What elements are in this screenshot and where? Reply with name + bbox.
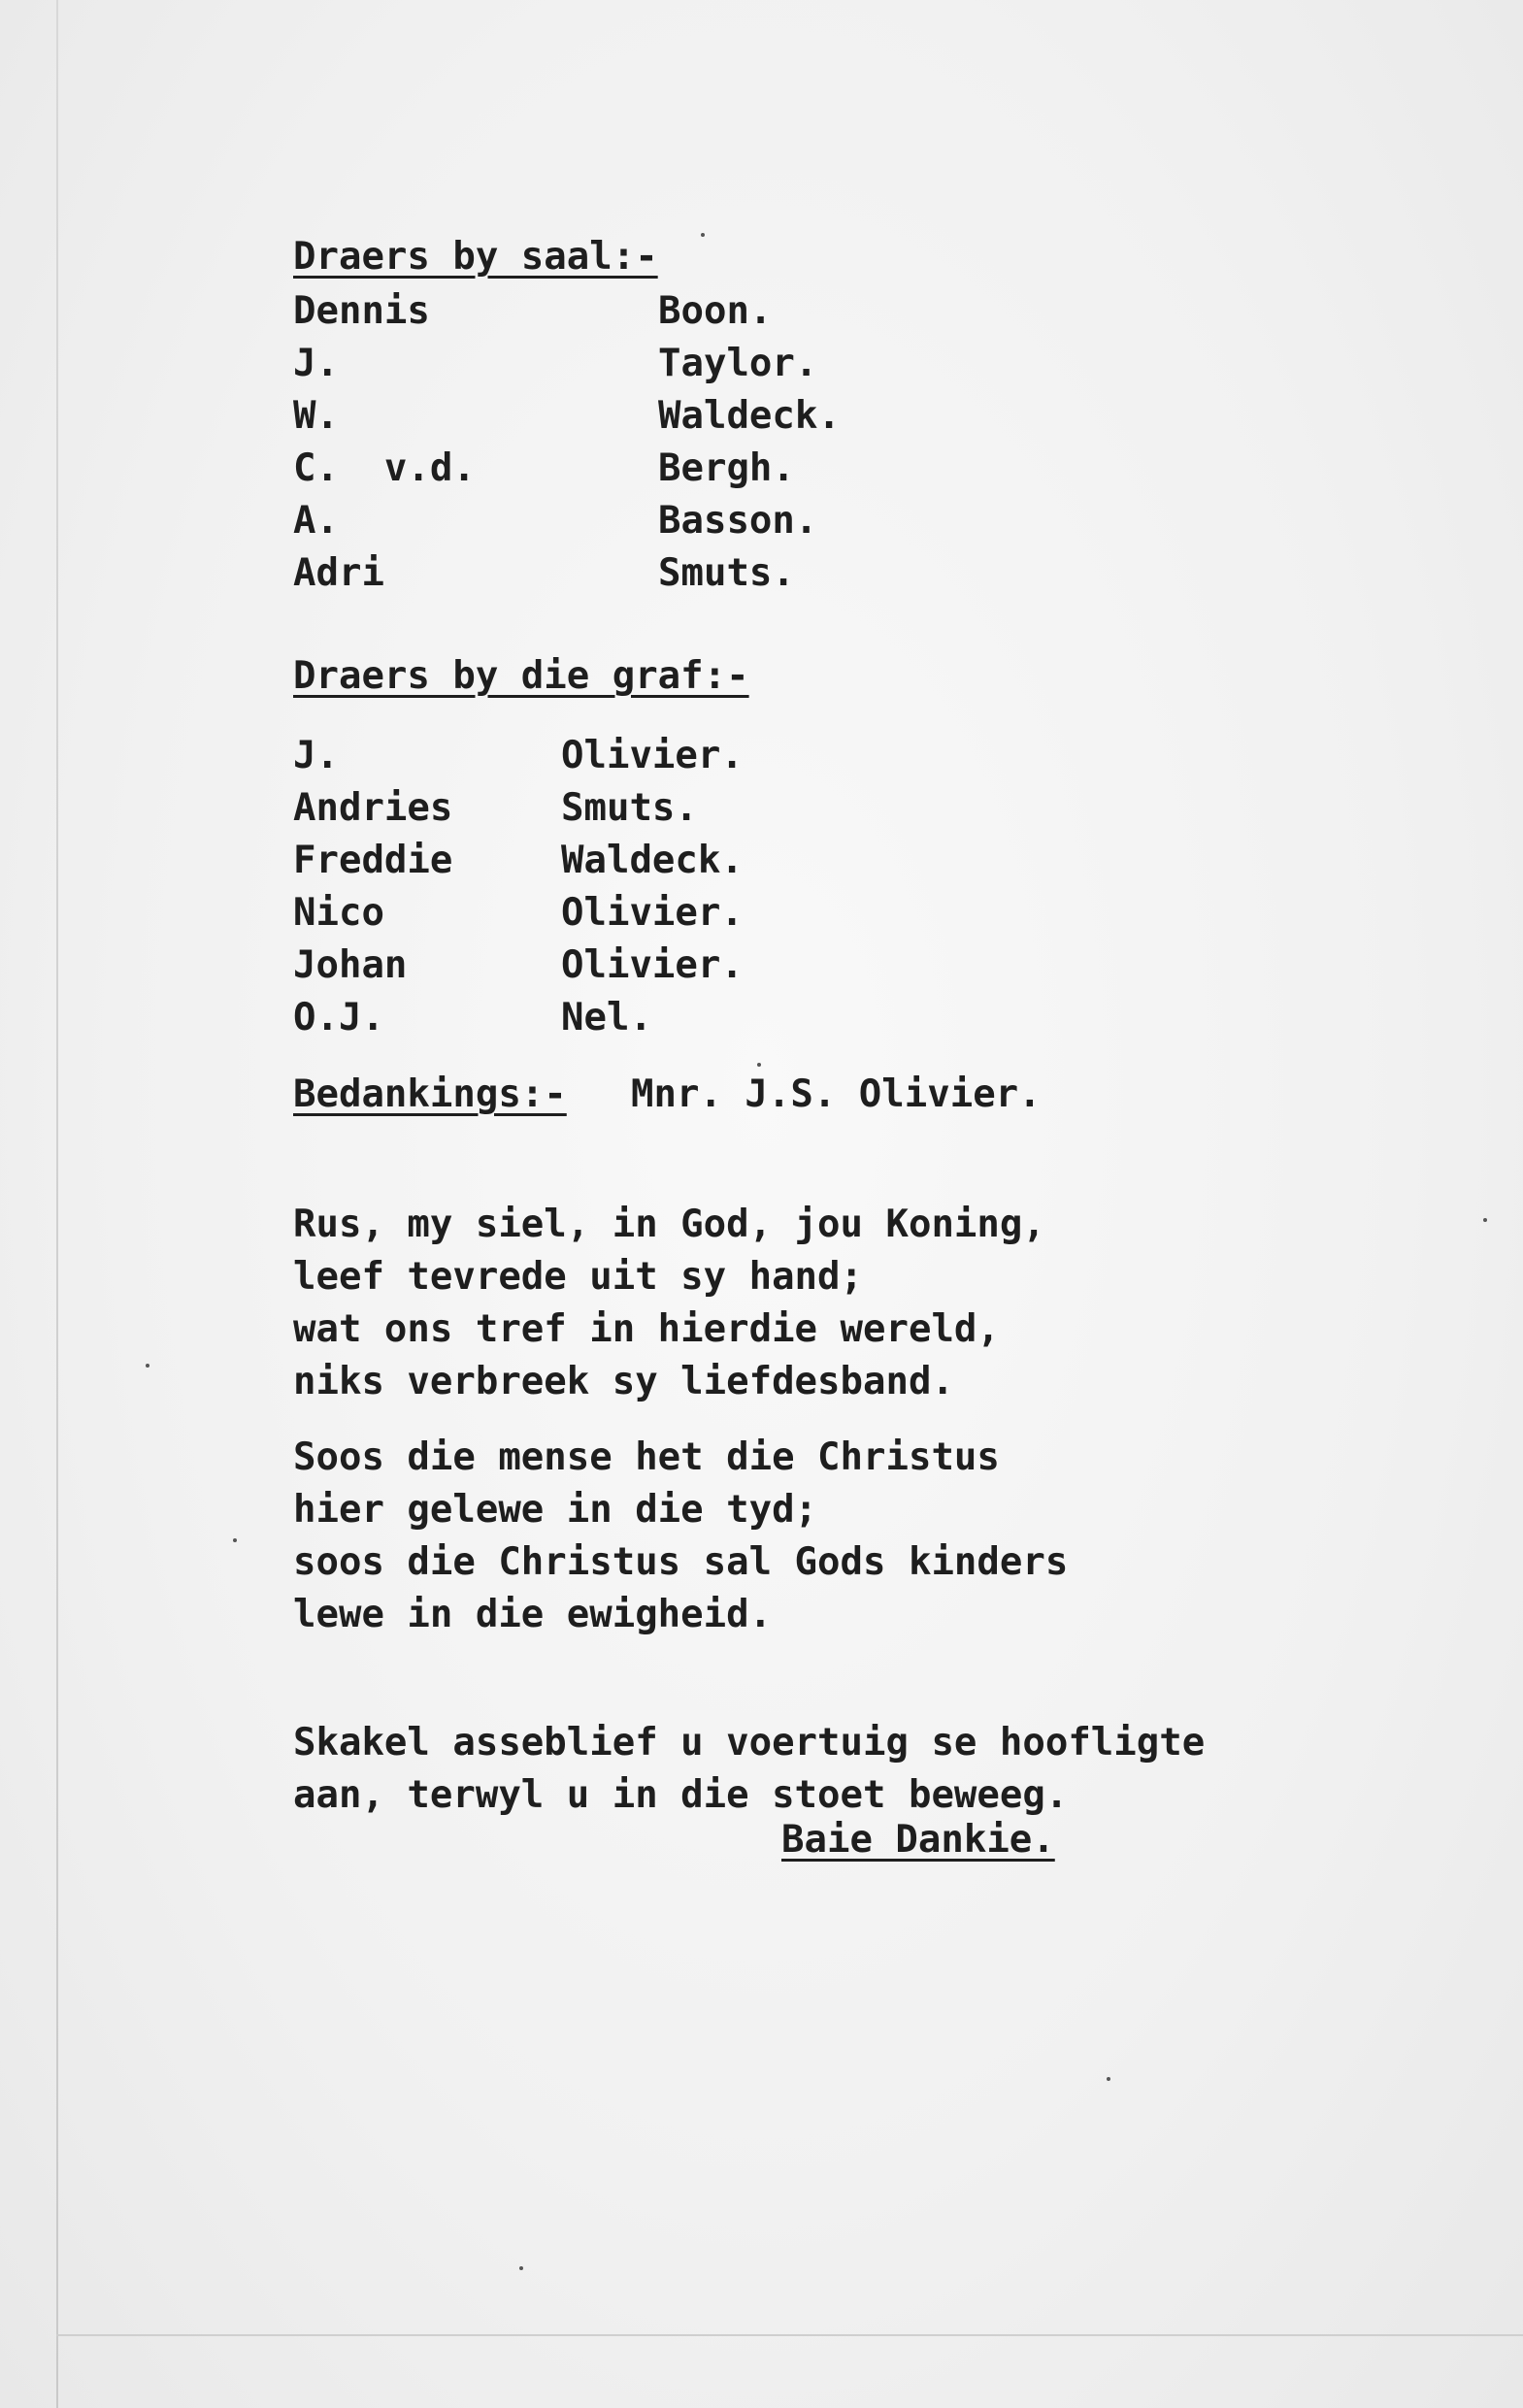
bearer-surname: Olivier. [561, 734, 744, 777]
bearer-first-name: O.J. [293, 996, 384, 1039]
verse-line: leef tevrede uit sy hand; [293, 1255, 863, 1299]
bearer-first-name: Adri [293, 551, 384, 595]
thanks-name: Mnr. J.S. Olivier. [631, 1072, 1042, 1116]
grave-bearers-heading: Draers by die graf:- [293, 654, 749, 698]
verse-line: niks verbreek sy liefdesband. [293, 1360, 954, 1403]
hall-bearer-row [293, 390, 1361, 443]
bearer-first-name: Johan [293, 943, 408, 987]
bearer-surname: Bergh. [658, 446, 795, 490]
thanks-label: Bedankings:- [293, 1072, 567, 1116]
bearer-first-name: J. [293, 734, 339, 777]
verse-line: Rus, my siel, in God, jou Koning, [293, 1203, 1045, 1246]
verse-line: Soos die mense het die Christus [293, 1435, 1000, 1479]
page-edge-left [56, 0, 58, 2408]
hall-bearers-heading: Draers by saal:- [293, 235, 658, 279]
bearer-first-name: W. [293, 394, 339, 438]
notice-line: Skakel asseblief u voertuig se hoofligte [293, 1721, 1206, 1765]
bearer-surname: Nel. [561, 996, 652, 1039]
hall-bearer-row [293, 338, 1361, 390]
verse-line: hier gelewe in die tyd; [293, 1488, 818, 1532]
grave-bearer-row [293, 730, 1361, 782]
bearer-surname: Taylor. [658, 342, 818, 385]
bearer-surname: Basson. [658, 499, 818, 543]
bearer-first-name: C. v.d. [293, 446, 476, 490]
bearer-first-name: Andries [293, 786, 453, 830]
grave-bearer-row [293, 835, 1361, 887]
bearer-first-name: A. [293, 499, 339, 543]
bearer-first-name: Nico [293, 891, 384, 935]
bearer-surname: Waldeck. [658, 394, 841, 438]
verse-line: soos die Christus sal Gods kinders [293, 1540, 1069, 1584]
bearer-surname: Olivier. [561, 943, 744, 987]
bearer-surname: Smuts. [561, 786, 698, 830]
grave-bearer-row [293, 940, 1361, 992]
grave-bearer-row [293, 887, 1361, 940]
hall-bearer-row [293, 547, 1361, 600]
bearer-surname: Waldeck. [561, 839, 744, 882]
grave-bearer-row [293, 782, 1361, 835]
notice-line: aan, terwyl u in die stoet beweeg. [293, 1773, 1069, 1817]
paper-speck [701, 233, 705, 237]
paper-speck [146, 1364, 149, 1368]
paper-speck [233, 1538, 237, 1542]
paper-speck [757, 1063, 761, 1067]
verse-line: lewe in die ewigheid. [293, 1593, 773, 1636]
paper-speck [519, 2266, 523, 2270]
bearer-first-name: J. [293, 342, 339, 385]
bearer-first-name: Freddie [293, 839, 453, 882]
hall-bearer-row [293, 495, 1361, 547]
hall-bearer-row [293, 285, 1361, 338]
bearer-surname: Smuts. [658, 551, 795, 595]
bearer-surname: Boon. [658, 289, 773, 333]
bearer-first-name: Dennis [293, 289, 430, 333]
paper-speck [1107, 2077, 1110, 2081]
page-edge-bottom [56, 2334, 1523, 2336]
paper-speck [1483, 1218, 1487, 1222]
hall-bearer-row [293, 443, 1361, 495]
signoff: Baie Dankie. [781, 1818, 1055, 1862]
verse-line: wat ons tref in hierdie wereld, [293, 1307, 1000, 1351]
grave-bearer-row [293, 992, 1361, 1044]
bearer-surname: Olivier. [561, 891, 744, 935]
